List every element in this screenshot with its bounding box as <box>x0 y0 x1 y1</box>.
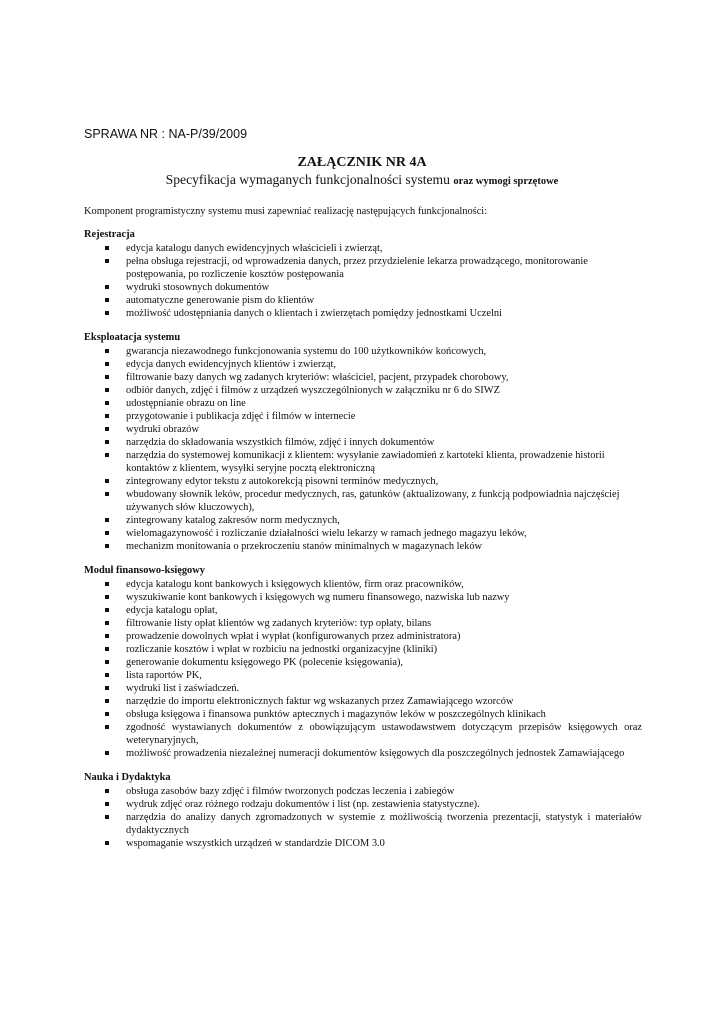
attachment-subtitle <box>0 172 724 188</box>
square-bullet-icon <box>105 531 109 535</box>
list-item-text: prowadzenie dowolnych wpłat i wypłat (konfigurowanych przez administratora) <box>126 631 461 642</box>
square-bullet-icon <box>105 789 109 793</box>
list-item <box>84 785 642 798</box>
list-item-text: udostępnianie obrazu on line <box>126 398 246 409</box>
square-bullet-icon <box>105 751 109 755</box>
square-bullet-icon <box>105 595 109 599</box>
square-bullet-icon <box>105 414 109 418</box>
list-item <box>84 811 642 837</box>
list-item <box>84 449 642 475</box>
section <box>84 331 642 553</box>
square-bullet-icon <box>105 647 109 651</box>
list-item <box>84 604 642 617</box>
square-bullet-icon <box>105 660 109 664</box>
list-item <box>84 682 642 695</box>
list-item-text: wielomagazynowość i rozliczanie działalności wielu lekarzy w ramach jednego magazyu leków, <box>126 528 527 539</box>
list-item-text: narzędzia do systemowej komunikacji z klientem: wysyłanie zawiadomień z kartoteki klienta, prowadzenie historii kontaktów z klientem, wysyłki seryjne pocztą elektroniczną <box>126 450 605 474</box>
square-bullet-icon <box>105 841 109 845</box>
list-item <box>84 242 642 255</box>
square-bullet-icon <box>105 686 109 690</box>
bullet-list <box>84 242 642 320</box>
list-item <box>84 540 642 553</box>
list-item <box>84 384 642 397</box>
bullet-list <box>84 785 642 850</box>
list-item-text: pełna obsługa rejestracji, od wprowadzenia danych, przez przydzielenie lekarza prowadzącego, monitorowanie postępowania, po rozliczenie kosztów postępowania <box>126 256 588 280</box>
case-number: SPRAWA NR : NA-P/39/2009 <box>84 127 248 141</box>
list-item <box>84 591 642 604</box>
section <box>84 228 642 320</box>
list-item-text: edycja katalogu danych ewidencyjnych właścicieli i zwierząt, <box>126 243 383 254</box>
list-item-text: narzędzia do analizy danych zgromadzonych w systemie z możliwością tworzenia prezentacji, statystyk i materiałów dydaktycznych <box>126 812 642 836</box>
attachment-title: ZAŁĄCZNIK NR 4A <box>297 155 427 170</box>
square-bullet-icon <box>105 453 109 457</box>
list-item <box>84 475 642 488</box>
list-item-text: możliwość udostępniania danych o klientach i zwierzętach pomiędzy jednostkami Uczelni <box>126 308 502 319</box>
list-item-text: wydruk zdjęć oraz różnego rodzaju dokumentów i list (np. zestawienia statystyczne). <box>126 799 480 810</box>
list-item-text: wydruki obrazów <box>126 424 200 435</box>
sections-container <box>84 228 642 850</box>
list-item <box>84 371 642 384</box>
square-bullet-icon <box>105 246 109 250</box>
list-item <box>84 281 642 294</box>
list-item <box>84 578 642 591</box>
square-bullet-icon <box>105 479 109 483</box>
list-item <box>84 798 642 811</box>
list-item-text: możliwość prowadzenia niezależnej numeracji dokumentów księgowych dla poszczególnych jednostek Zamawiającego <box>126 748 625 759</box>
list-item-text: rozliczanie kosztów i wpłat w rozbiciu na jednostki organizacyjne (kliniki) <box>126 644 438 655</box>
square-bullet-icon <box>105 725 109 729</box>
list-item <box>84 423 642 436</box>
list-item <box>84 747 642 760</box>
subtitle-main: Specyfikacja wymaganych funkcjonalności systemu <box>165 172 450 187</box>
list-item-text: wbudowany słownik leków, procedur medycznych, ras, gatunków (aktualizowany, z funkcją podpowiadnia najczęściej używanych słów kluczowych), <box>126 489 620 513</box>
list-item-text: edycja katalogu opłat, <box>126 605 218 616</box>
square-bullet-icon <box>105 802 109 806</box>
list-item <box>84 358 642 371</box>
list-item-text: filtrowanie listy opłat klientów wg zadanych kryteriów: typ opłaty, bilans <box>126 618 432 629</box>
list-item <box>84 410 642 423</box>
square-bullet-icon <box>105 608 109 612</box>
square-bullet-icon <box>105 544 109 548</box>
square-bullet-icon <box>105 259 109 263</box>
square-bullet-icon <box>105 440 109 444</box>
list-item-text: wydruki list i zaświadczeń. <box>126 683 240 694</box>
list-item <box>84 397 642 410</box>
square-bullet-icon <box>105 699 109 703</box>
square-bullet-icon <box>105 298 109 302</box>
section <box>84 771 642 850</box>
section-title: Moduł finansowo-księgowy <box>84 565 205 576</box>
square-bullet-icon <box>105 362 109 366</box>
list-item-text: narzędzie do importu elektronicznych faktur wg wskazanych przez Zamawiającego wzorców <box>126 696 514 707</box>
list-item <box>84 527 642 540</box>
square-bullet-icon <box>105 388 109 392</box>
square-bullet-icon <box>105 349 109 353</box>
list-item-text: zgodność wystawianych dokumentów z obowiązującym ustawodawstwem dotyczącym przepisów księgowych oraz weterynaryjnych, <box>126 722 642 746</box>
bullet-list <box>84 578 642 760</box>
section-title: Nauka i Dydaktyka <box>84 772 171 783</box>
list-item <box>84 294 642 307</box>
list-item <box>84 643 642 656</box>
list-item <box>84 695 642 708</box>
subtitle-suffix: oraz wymogi sprzętowe <box>453 176 559 187</box>
list-item-text: automatyczne generowanie pism do klientów <box>126 295 315 306</box>
list-item <box>84 514 642 527</box>
square-bullet-icon <box>105 427 109 431</box>
list-item-text: mechanizm monitowania o przekroczeniu stanów minimalnych w magazynach leków <box>126 541 483 552</box>
square-bullet-icon <box>105 401 109 405</box>
square-bullet-icon <box>105 375 109 379</box>
list-item-text: gwarancja niezawodnego funkcjonowania systemu do 100 użytkowników końcowych, <box>126 346 487 357</box>
square-bullet-icon <box>105 673 109 677</box>
list-item <box>84 345 642 358</box>
list-item-text: przygotowanie i publikacja zdjęć i filmów w internecie <box>126 411 356 422</box>
list-item <box>84 837 642 850</box>
list-item-text: narzędzia do składowania wszystkich filmów, zdjęć i innych dokumentów <box>126 437 435 448</box>
list-item-text: zintegrowany katalog zakresów norm medycznych, <box>126 515 340 526</box>
list-item-text: edycja katalogu kont bankowych i księgowych klientów, firm oraz pracowników, <box>126 579 464 590</box>
list-item-text: lista raportów PK, <box>126 670 202 681</box>
document-body <box>84 205 642 861</box>
list-item <box>84 488 642 514</box>
list-item-text: obsługa zasobów bazy zdjęć i filmów tworzonych podczas leczenia i zabiegów <box>126 786 455 797</box>
bullet-list <box>84 345 642 553</box>
list-item-text: generowanie dokumentu księgowego PK (polecenie księgowania), <box>126 657 404 668</box>
list-item <box>84 630 642 643</box>
list-item-text: wydruki stosownych dokumentów <box>126 282 270 293</box>
section-title: Rejestracja <box>84 229 135 240</box>
list-item <box>84 669 642 682</box>
list-item-text: edycja danych ewidencyjnych klientów i zwierząt, <box>126 359 337 370</box>
list-item <box>84 255 642 281</box>
square-bullet-icon <box>105 518 109 522</box>
square-bullet-icon <box>105 815 109 819</box>
section-title: Eksploatacja systemu <box>84 332 181 343</box>
list-item <box>84 617 642 630</box>
square-bullet-icon <box>105 582 109 586</box>
list-item <box>84 721 642 747</box>
section <box>84 564 642 760</box>
list-item <box>84 307 642 320</box>
list-item-text: obsługa księgowa i finansowa punktów aptecznych i magazynów leków w poszczególnych klinikach <box>126 709 546 720</box>
square-bullet-icon <box>105 621 109 625</box>
list-item-text: wspomaganie wszystkich urządzeń w standardzie DICOM 3.0 <box>126 838 385 849</box>
list-item <box>84 436 642 449</box>
square-bullet-icon <box>105 712 109 716</box>
square-bullet-icon <box>105 634 109 638</box>
square-bullet-icon <box>105 492 109 496</box>
square-bullet-icon <box>105 311 109 315</box>
list-item <box>84 656 642 669</box>
list-item-text: wyszukiwanie kont bankowych i księgowych wg numeru finansowego, nazwiska lub nazwy <box>126 592 510 603</box>
list-item-text: odbiór danych, zdjęć i filmów z urządzeń wyszczególnionych w załączniku nr 6 do SIWZ <box>126 385 500 396</box>
list-item-text: filtrowanie bazy danych wg zadanych kryteriów: właściciel, pacjent, przypadek chorobowy, <box>126 372 509 383</box>
intro-paragraph: Komponent programistyczny systemu musi zapewniać realizację następujących funkcjonalności: <box>84 206 488 217</box>
square-bullet-icon <box>105 285 109 289</box>
list-item-text: zintegrowany edytor tekstu z autokorekcją pisowni terminów medycznych, <box>126 476 439 487</box>
list-item <box>84 708 642 721</box>
